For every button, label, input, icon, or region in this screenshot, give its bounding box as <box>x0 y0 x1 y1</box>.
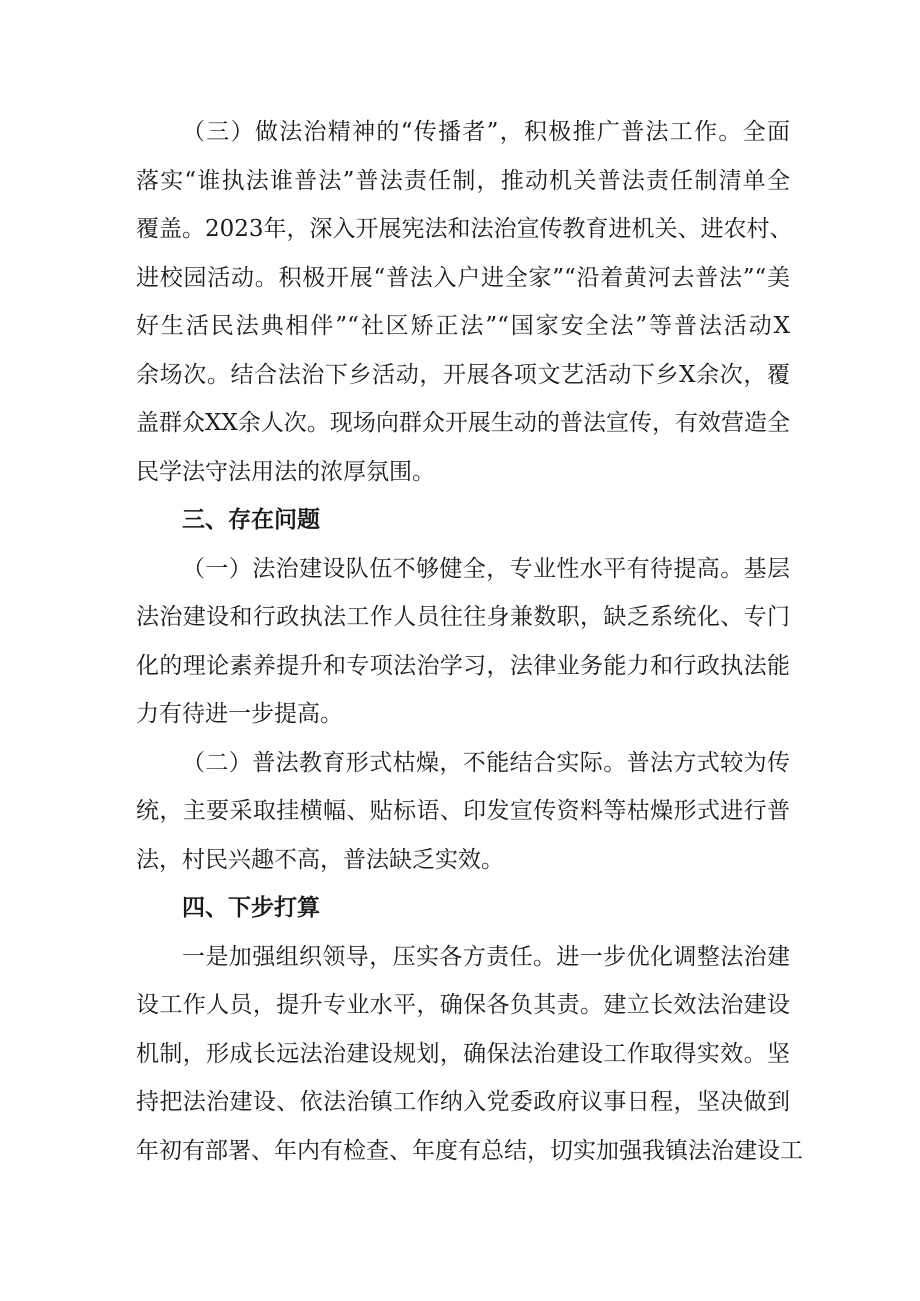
document-page <box>136 108 803 1175</box>
text-line: 统，主要采取挂横幅、贴标语、印发宣传资料等枯燥形式进行普 <box>136 798 790 824</box>
text-line: 好生活民法典相伴”“社区矫正法”“国家安全法”等普法活动X <box>136 313 790 339</box>
text-line: 盖群众XX余人次。现场向群众开展生动的普法宣传，有效营造全 <box>136 410 790 436</box>
text-line: 进校园活动。积极开展“普法入户进全家”“沿着黄河去普法”“美 <box>136 264 790 291</box>
text-line: 力有待进一步提高。 <box>136 701 343 727</box>
text-line: 一是加强组织领导，压实各方责任。进一步优化调整法治建 <box>182 943 790 970</box>
text-line: 设工作人员，提升专业水平，确保各负其责。建立长效法治建设 <box>136 992 790 1018</box>
text-line: 覆盖。2023年，深入开展宪法和法治宣传教育进机关、进农村、 <box>136 216 793 242</box>
text-line: （二）普法教育形式枯燥，不能结合实际。普法方式较为传 <box>182 749 790 776</box>
paragraph-publicity <box>136 108 793 496</box>
text-line: 法，村民兴趣不高，普法缺乏实效。 <box>136 846 504 873</box>
section-heading-next-steps: 四、下步打算 <box>182 895 320 921</box>
text-line: 持把法治建设、依法治镇工作纳入党委政府议事日程，坚决做到 <box>136 1089 790 1115</box>
text-line: （一）法治建设队伍不够健全，专业性水平有待提高。基层 <box>182 555 790 582</box>
text-line: 化的理论素养提升和专项法治学习，法律业务能力和行政执法能 <box>136 652 790 679</box>
text-line: 法治建设和行政执法工作人员往往身兼数职，缺乏系统化、专门 <box>136 604 790 630</box>
text-line: 落实“谁执法谁普法”普法责任制，推动机关普法责任制清单全 <box>136 167 790 194</box>
text-line: 年初有部署、年内有检查、年度有总结，切实加强我镇法治建设工 <box>136 1137 803 1164</box>
paragraph-education <box>136 739 790 885</box>
section-heading-problems: 三、存在问题 <box>182 507 320 533</box>
text-line: 机制，形成长远法治建设规划，确保法治建设工作取得实效。坚 <box>136 1040 790 1067</box>
text-line: 余场次。结合法治下乡活动，开展各项文艺活动下乡X余次，覆 <box>136 361 790 388</box>
paragraph-team <box>136 545 790 739</box>
text-line: （三）做法治精神的“传播者”，积极推广普法工作。全面 <box>182 119 790 145</box>
text-line: 民学法守法用法的浓厚氛围。 <box>136 458 435 485</box>
paragraph-leadership <box>136 933 803 1176</box>
